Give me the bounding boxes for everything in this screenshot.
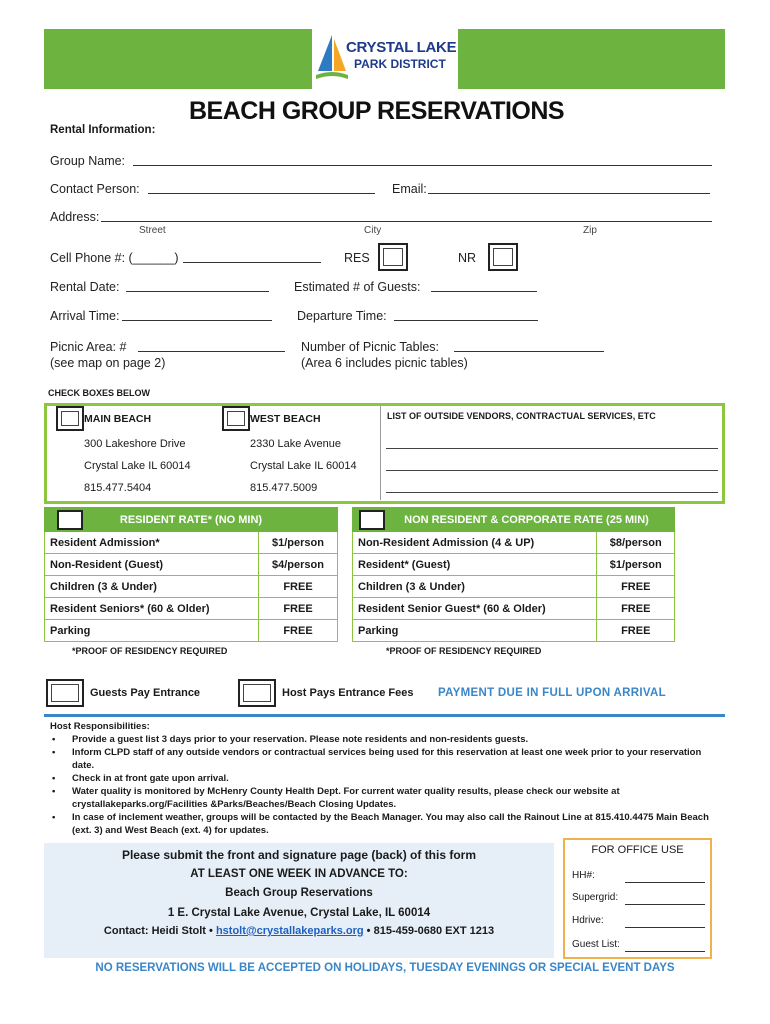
resident-rate-checkbox[interactable] [57, 510, 83, 530]
office-hh-label: HH#: [572, 870, 595, 881]
office-guest-list-label: Guest List: [572, 939, 620, 950]
contact-person-label: Contact Person: [50, 182, 140, 196]
logo-line2: PARK DISTRICT [354, 57, 446, 71]
host-pays-label: Host Pays Entrance Fees [282, 687, 414, 699]
non-resident-rate-header: NON RESIDENT & CORPORATE RATE (25 MIN) [353, 508, 675, 532]
list-item: • Inform CLPD staff of any outside vendors or contractual services being used for this reservation at least one week prior to your reservation date. [50, 746, 720, 772]
vendor-line-1[interactable] [386, 448, 718, 449]
host-pays-checkbox[interactable] [238, 679, 276, 707]
office-hdrive-label: Hdrive: [572, 915, 604, 926]
section-divider [44, 714, 725, 717]
address-field[interactable] [101, 210, 712, 222]
picnic-area-label: Picnic Area: # [50, 340, 127, 354]
main-beach-checkbox[interactable] [56, 406, 84, 431]
picnic-area-note: (see map on page 2) [50, 356, 166, 370]
submit-line3: Beach Group Reservations [225, 887, 373, 899]
office-use-title: FOR OFFICE USE [591, 844, 684, 856]
logo-line1: CRYSTAL LAKE [346, 39, 457, 56]
non-resident-proof-note: *PROOF OF RESIDENCY REQUIRED [386, 646, 542, 656]
office-guest-list-field[interactable] [625, 951, 705, 952]
check-boxes-label: CHECK BOXES BELOW [48, 388, 151, 398]
table-row: Resident Senior Guest* (60 & Older) FREE [353, 598, 675, 620]
submit-line1: Please submit the front and signature page (back) of this form [121, 848, 477, 862]
group-name-field[interactable] [133, 154, 712, 166]
guests-pay-label: Guests Pay Entrance [90, 687, 201, 699]
cell-phone-field[interactable] [183, 251, 321, 263]
west-beach-street: 2330 Lake Avenue [250, 438, 341, 450]
departure-time-label: Departure Time: [297, 309, 387, 323]
table-row: Resident Admission* $1/person [45, 532, 338, 554]
table-row: Non-Resident (Guest) $4/person [45, 554, 338, 576]
list-item: • Check in at front gate upon arrival. [50, 772, 720, 785]
main-beach-city: Crystal Lake IL 60014 [84, 460, 191, 472]
list-item: • In case of inclement weather, groups will be contacted by the Beach Manager. You may also call the Rainout Line at 815.410.4475 Main Beach (ext. 3) and West Beach (ext. 4) for updates. [50, 811, 720, 837]
submit-line2: AT LEAST ONE WEEK IN ADVANCE TO: [190, 868, 408, 880]
vendors-label: LIST OF OUTSIDE VENDORS, CONTRACTUAL SERVICES, ETC [387, 411, 656, 421]
sailboat-logo-icon [314, 31, 350, 85]
resident-rate-header: RESIDENT RATE* (NO MIN) [45, 508, 338, 532]
cell-phone-label: Cell Phone #: (______) [50, 251, 179, 265]
resident-rate-table [44, 507, 338, 642]
res-label: RES [344, 251, 370, 265]
arrival-time-field[interactable] [122, 309, 272, 321]
office-use-box [563, 838, 712, 959]
arrival-time-label: Arrival Time: [50, 309, 120, 323]
west-beach-phone: 815.477.5009 [250, 482, 318, 494]
submit-line4: 1 E. Crystal Lake Avenue, Crystal Lake, IL 60014 [167, 907, 431, 919]
office-hdrive-field[interactable] [625, 927, 705, 928]
picnic-area-field[interactable] [138, 340, 285, 352]
table-row: Non-Resident Admission (4 & UP) $8/person [353, 532, 675, 554]
non-resident-rate-table [352, 507, 675, 642]
table-row: Resident* (Guest) $1/person [353, 554, 675, 576]
picnic-tables-label: Number of Picnic Tables: [301, 340, 440, 354]
submit-instructions-box [44, 843, 554, 958]
table-row: Children (3 & Under) FREE [45, 576, 338, 598]
beach-divider [380, 406, 381, 500]
email-label: Email: [392, 182, 427, 196]
west-beach-label: WEST BEACH [250, 413, 321, 425]
group-name-label: Group Name: [50, 154, 126, 168]
host-responsibilities-title: Host Responsibilities: [50, 721, 150, 732]
guests-pay-checkbox[interactable] [46, 679, 84, 707]
host-responsibilities [50, 720, 720, 837]
west-beach-checkbox[interactable] [222, 406, 250, 431]
rental-info-label: Rental Information: [50, 124, 156, 136]
resident-proof-note: *PROOF OF RESIDENCY REQUIRED [72, 646, 228, 656]
office-supergrid-field[interactable] [625, 904, 705, 905]
nr-label: NR [458, 251, 477, 265]
rental-date-field[interactable] [126, 280, 269, 292]
contact-email-link[interactable]: hstolt@crystallakeparks.org [215, 925, 364, 937]
office-supergrid-label: Supergrid: [572, 892, 619, 903]
zip-sublabel: Zip [583, 225, 597, 236]
departure-time-field[interactable] [394, 309, 538, 321]
main-beach-label: MAIN BEACH [84, 413, 152, 425]
nr-checkbox[interactable] [488, 243, 518, 271]
footer-notice: NO RESERVATIONS WILL BE ACCEPTED ON HOLIDAYS, TUESDAY EVENINGS OR SPECIAL EVENT DAYS [95, 962, 675, 974]
submit-contact: Contact: Heidi Stolt • hstolt@crystallakeparks.org • 815-459-0680 EXT 1213 [103, 925, 495, 937]
email-field[interactable] [428, 182, 710, 194]
estimated-guests-field[interactable] [431, 280, 537, 292]
table-row: Resident Seniors* (60 & Older) FREE [45, 598, 338, 620]
payment-due-note: PAYMENT DUE IN FULL UPON ARRIVAL [438, 687, 666, 699]
contact-person-field[interactable] [148, 182, 375, 194]
main-beach-phone: 815.477.5404 [84, 482, 152, 494]
non-resident-rate-checkbox[interactable] [359, 510, 385, 530]
west-beach-city: Crystal Lake IL 60014 [250, 460, 357, 472]
picnic-tables-field[interactable] [454, 340, 604, 352]
table-row: Parking FREE [45, 620, 338, 642]
address-label: Address: [50, 210, 100, 224]
list-item: • Water quality is monitored by McHenry County Health Dept. For current water quality results, please check our website at crystallakeparks.org/Facilities &Parks/Beaches/Beach Closing Updates. [50, 785, 720, 811]
page-title: BEACH GROUP RESERVATIONS [189, 97, 565, 125]
street-sublabel: Street [139, 225, 166, 236]
list-item: • Provide a guest list 3 days prior to your reservation. Please note residents and non-residents guests. [50, 733, 720, 746]
city-sublabel: City [364, 225, 382, 236]
vendor-line-2[interactable] [386, 470, 718, 471]
main-beach-street: 300 Lakeshore Drive [84, 438, 186, 450]
picnic-tables-note: (Area 6 includes picnic tables) [301, 356, 468, 370]
estimated-guests-label: Estimated # of Guests: [294, 280, 421, 294]
rental-date-label: Rental Date: [50, 280, 120, 294]
vendor-line-3[interactable] [386, 492, 718, 493]
res-checkbox[interactable] [378, 243, 408, 271]
table-row: Parking FREE [353, 620, 675, 642]
office-hh-field[interactable] [625, 882, 705, 883]
table-row: Children (3 & Under) FREE [353, 576, 675, 598]
